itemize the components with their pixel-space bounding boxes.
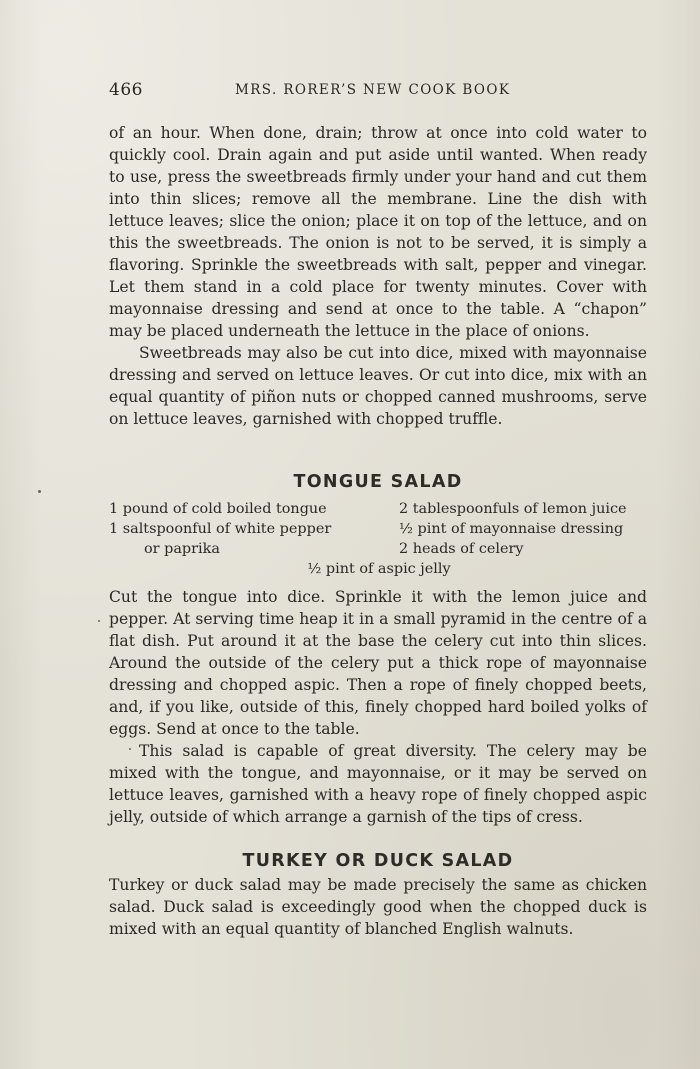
ingredient-row: [109, 519, 649, 539]
page-number: 466: [109, 80, 143, 100]
tongue-salad-heading: TONGUE SALAD: [293, 472, 463, 492]
tongue-salad-paragraph-2: This salad is capable of great diversity. The celery may be mixed with the tongue, and mayonnaise, or it may be served on lettuce leaves, garnished with a heavy rope of finely chopped aspic jelly, outside of which arrange a garnish of the tips of cress.: [109, 742, 647, 826]
turkey-salad-heading: TURKEY OR DUCK SALAD: [242, 851, 514, 871]
paper-speck: [38, 490, 41, 493]
paper-speck: [98, 620, 100, 622]
paper-speck: [129, 748, 131, 750]
ingredient-item: ½ pint of aspic jelly: [307, 561, 451, 577]
tongue-salad-ingredients: [109, 499, 649, 579]
continued-text: [109, 122, 647, 430]
running-head: [109, 80, 649, 104]
ingredient-item: 2 tablespoonfuls of lemon juice: [399, 501, 627, 517]
ingredient-item: 1 saltspoonful of white pepper: [109, 521, 332, 537]
sweetbread-paragraph-2: Sweetbreads may also be cut into dice, mixed with mayonnaise dressing and served on lettuce leaves. Or cut into dice, mix with an equal quantity of piñon nuts or chopped canned mushrooms, serve on lettuce leaves, garnished with chopped truffle.: [109, 344, 647, 428]
sweetbread-paragraph-1: of an hour. When done, drain; throw at once into cold water to quickly cool. Drain again and put aside until wanted. When ready to use, press the sweetbreads firmly under your hand and cut them into thin slices; remove all the membrane. Line the dish with lettuce leaves; slice the onion; place it on top of the lettuce, and on this the sweetbreads. The onion is not to be served, it is simply a flavoring. Sprinkle the sweetbreads with salt, pepper and vinegar. Let them stand in a cold place for twenty minutes. Cover with mayonnaise dressing and send at once to the table. A “chapon” may be placed underneath the lettuce in the place of onions.: [109, 124, 647, 340]
tongue-salad-paragraph-1: Cut the tongue into dice. Sprinkle it with the lemon juice and pepper. At serving time heap it in a small pyramid in the centre of a flat dish. Put around it at the base the celery cut into thin slices. Around the outside of the celery put a thick rope of mayonnaise dressing and chopped aspic. Then a rope of finely chopped beets, and, if you like, outside of this, finely chopped hard boiled yolks of eggs. Send at once to the table.: [109, 588, 647, 738]
ingredient-item: 2 heads of celery: [399, 541, 524, 557]
ingredient-row: [109, 559, 649, 579]
tongue-salad-text: [109, 586, 647, 828]
running-title: MRS. RORER’S NEW COOK BOOK: [235, 82, 511, 98]
ingredient-item: ½ pint of mayonnaise dressing: [399, 521, 624, 537]
ingredient-item: or paprika: [144, 541, 220, 557]
turkey-salad-paragraph-1: Turkey or duck salad may be made precisely the same as chicken salad. Duck salad is exceedingly good when the chopped duck is mixed with an equal quantity of blanched English walnuts.: [109, 876, 647, 938]
ingredient-row: [109, 539, 649, 559]
ingredient-row: [109, 499, 649, 519]
ingredient-item: 1 pound of cold boiled tongue: [109, 501, 327, 517]
turkey-salad-text: [109, 874, 647, 940]
